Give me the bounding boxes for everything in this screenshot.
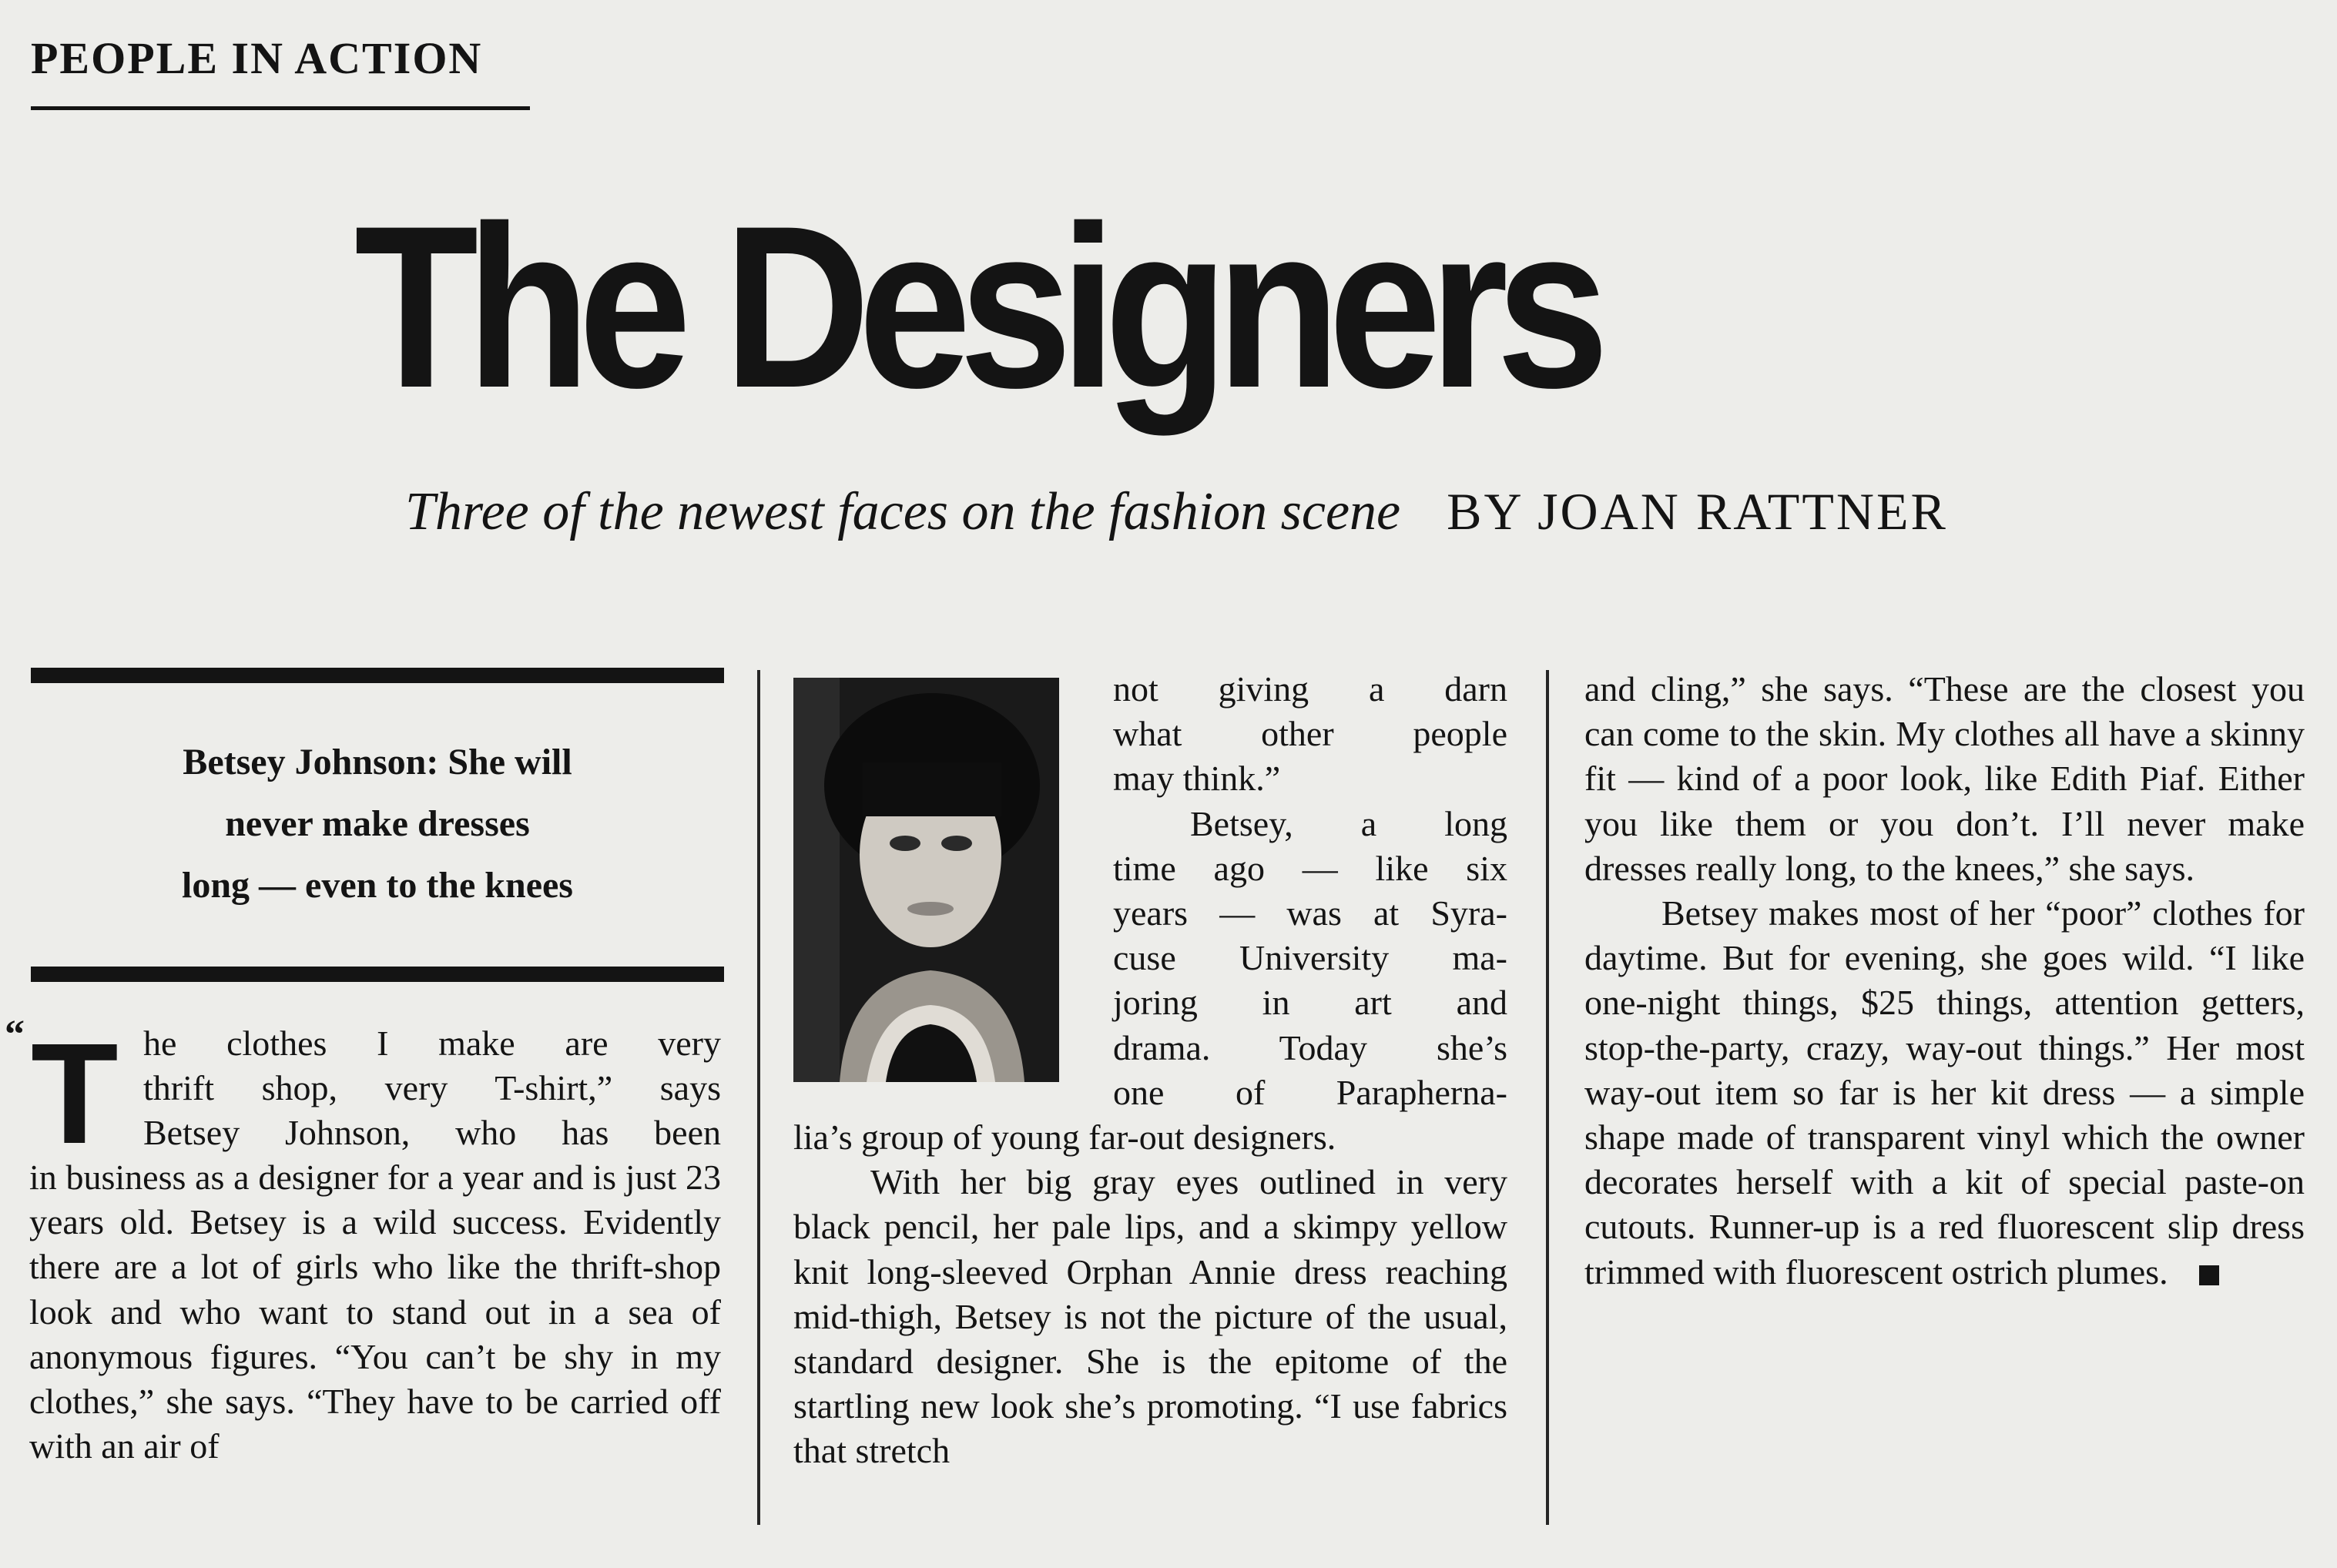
pullquote-line: Betsey Johnson: She will bbox=[183, 742, 572, 782]
column-1-body bbox=[29, 1155, 721, 1469]
headline: The Designers bbox=[354, 177, 1598, 436]
text-line: drama. Today she’s bbox=[1113, 1027, 1507, 1067]
byline: BY JOAN RATTNER bbox=[1447, 482, 1948, 541]
column-2-body bbox=[793, 1115, 1507, 1474]
text-line: one of Paraphernа- bbox=[1113, 1072, 1507, 1112]
text-line: cuse University ma- bbox=[1113, 938, 1507, 978]
pullquote-top-rule bbox=[31, 668, 724, 683]
pullquote-line: long — even to the knees bbox=[182, 865, 573, 906]
pullquote bbox=[31, 732, 724, 916]
paragraph: With her big gray eyes outlined in very black pencil, her pale lips, and a skimpy yellow knit long-sleeved Orphan Annie dress reaching mid-thigh, Betsey is not the picture of the usual, standard designer. She is the epitome of the startling new look she’s promoting. “I use fabrics that stretch bbox=[793, 1162, 1507, 1471]
text-line: time ago — like six bbox=[1113, 848, 1507, 888]
section-label: PEOPLE IN ACTION bbox=[31, 33, 483, 83]
open-quote-mark: “ bbox=[5, 1013, 25, 1057]
text-line: what other people bbox=[1113, 714, 1507, 754]
column-3-body bbox=[1584, 667, 2305, 1295]
text-line: Betsey, a long bbox=[1190, 803, 1507, 843]
paragraph: and cling,” she says. “These are the closest you can come to the skin. My clothes all have a skinny fit — kind of a poor look, like Edith Piaf. Either you like them or you don’t. I’ll never make dresses really long, to the knees,” she says. bbox=[1584, 669, 2305, 888]
pullquote-line: never make dresses bbox=[225, 803, 530, 844]
subheading bbox=[405, 481, 2285, 543]
text-line: he clothes I make are very bbox=[143, 1024, 721, 1063]
text-line: thrift shop, very T-shirt,” says bbox=[143, 1068, 721, 1108]
text-line: not giving a darn bbox=[1113, 669, 1507, 709]
column-divider bbox=[1546, 670, 1549, 1525]
text-line: Betsey Johnson, who has been bbox=[143, 1113, 721, 1153]
drop-cap: T bbox=[31, 1014, 119, 1174]
end-mark-square bbox=[2199, 1265, 2219, 1285]
paragraph: in business as a designer for a year and is just 23 years old. Betsey is a wild success. Evidently there are a lot of girls who like the thrift-shop look and who want to stand out in a sea of anonymous figures. “You can’t be shy in my clothes,” she says. “They have to be carried off with an air of bbox=[29, 1158, 721, 1466]
column-2-lead bbox=[1113, 667, 1507, 1115]
column-1-lead bbox=[143, 1021, 721, 1156]
paragraph-text: Betsey makes most of her “poor” clothes for daytime. But for evening, she goes wild. “I like one-night things, $25 things, attention getters, stop-the-party, crazy, way-out things.” Her most way-out item so far is her kit dress — a simple shape made of transparent vinyl which the owner decorates herself with a kit of special paste-on cutouts. Runner-up is a red fluorescent slip dress trimmed with fluorescent ostrich plumes. bbox=[1584, 893, 2305, 1292]
section-underline bbox=[31, 106, 530, 110]
text-line: joring in art and bbox=[1113, 983, 1507, 1023]
paragraph bbox=[1584, 891, 2305, 1295]
pullquote-bottom-rule bbox=[31, 967, 724, 982]
text-line: may think.” bbox=[1113, 759, 1281, 799]
deck: Three of the newest faces on the fashion scene bbox=[405, 482, 1401, 541]
portrait-image bbox=[793, 678, 1059, 1082]
text-line: lia’s group of young far-out designers. bbox=[793, 1117, 1336, 1157]
text-line: years — was at Syra- bbox=[1113, 893, 1507, 933]
column-divider bbox=[757, 670, 760, 1525]
portrait-photo bbox=[793, 678, 1059, 1082]
